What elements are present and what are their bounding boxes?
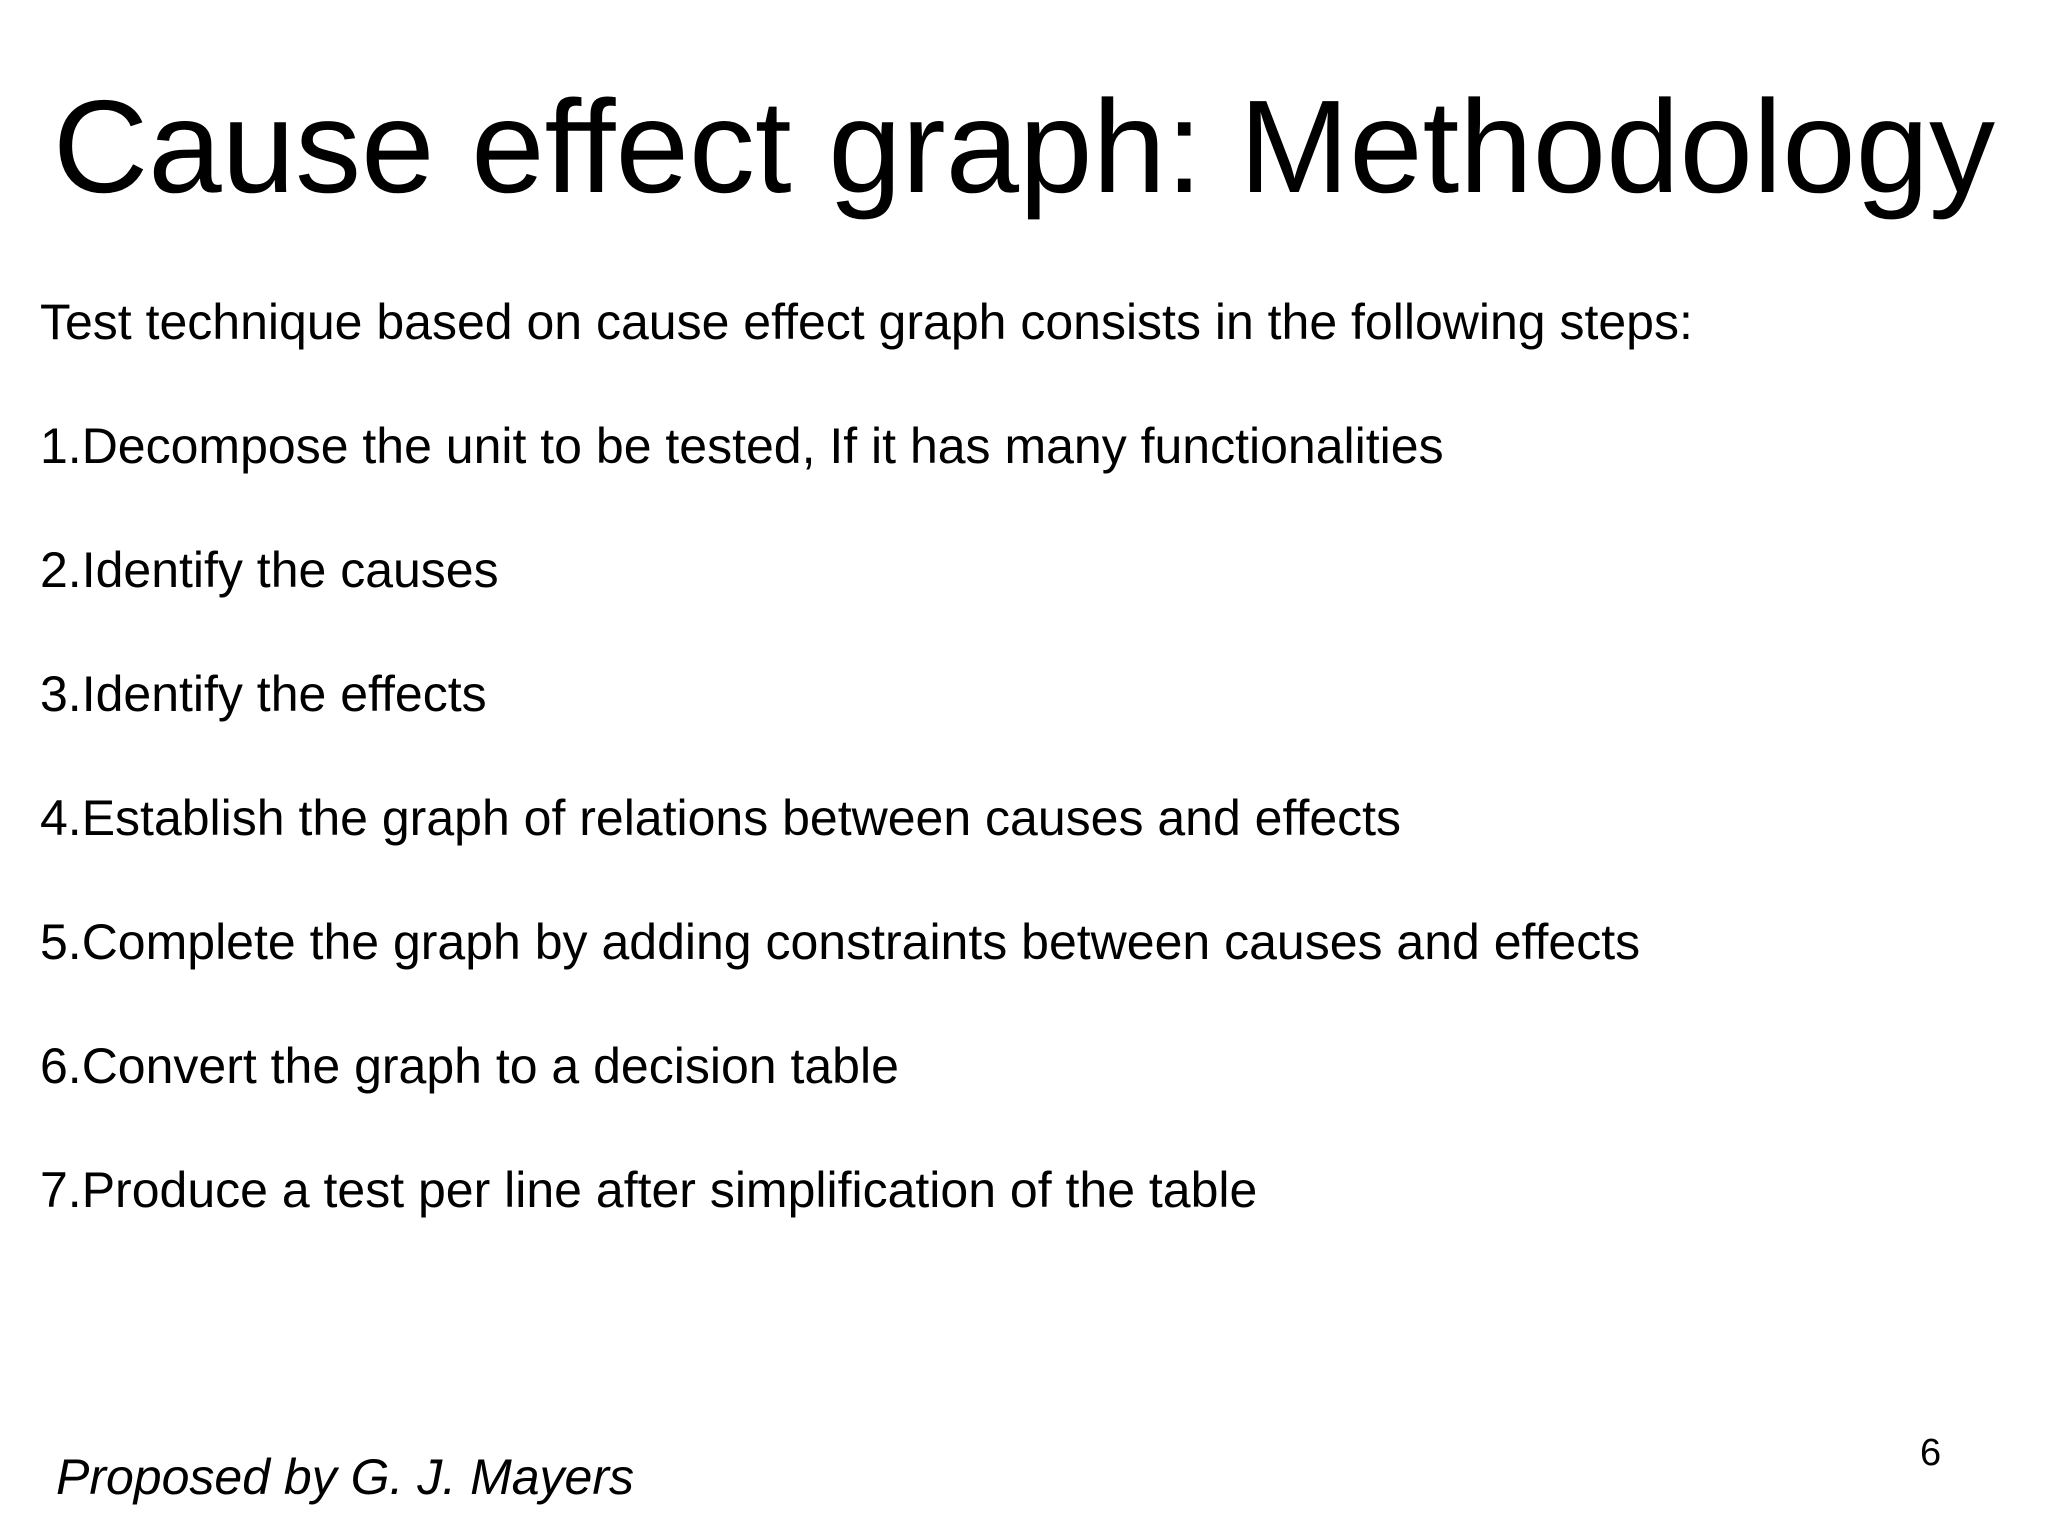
- slide-title: Cause effect graph: Methodology: [52, 73, 1996, 220]
- list-item: 3.Identify the effects: [40, 666, 487, 722]
- footer-credit: Proposed by G. J. Mayers: [56, 1449, 635, 1505]
- list-item: 7.Produce a test per line after simplification of the table: [40, 1162, 1258, 1218]
- list-item: 5.Complete the graph by adding constraints between causes and effects: [40, 914, 1641, 970]
- list-item: 6.Convert the graph to a decision table: [40, 1038, 899, 1094]
- intro-text: Test technique based on cause effect graph consists in the following steps:: [40, 294, 1693, 350]
- list-item: 1.Decompose the unit to be tested, If it has many functionalities: [40, 418, 1444, 474]
- steps-list: [40, 416, 1640, 1284]
- page-number: 6: [1920, 1432, 1942, 1474]
- list-item: 4.Establish the graph of relations between causes and effects: [40, 790, 1402, 846]
- list-item: 2.Identify the causes: [40, 542, 499, 598]
